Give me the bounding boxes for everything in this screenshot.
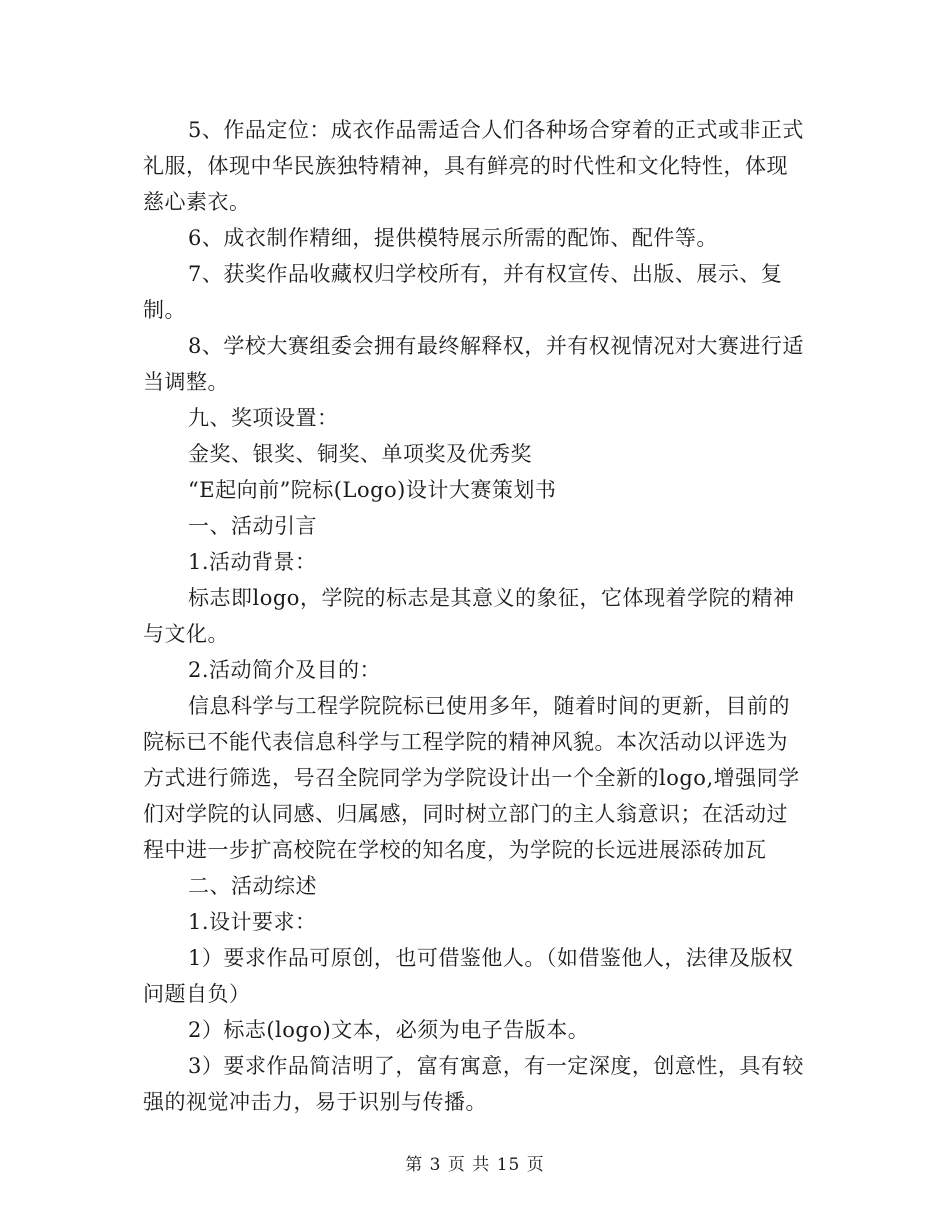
paragraph-line: 院标已不能代表信息科学与工程学院的精神风貌。本次活动以评选为: [143, 730, 788, 754]
paragraph-line: 3）要求作品简洁明了，富有寓意，有一定深度，创意性，具有较: [188, 1054, 804, 1078]
paragraph-line: 标志即logo，学院的标志是其意义的象征，它体现着学院的精神: [188, 586, 795, 610]
subsection-heading: 1.设计要求：: [188, 910, 317, 934]
paragraph-line: 金奖、银奖、铜奖、单项奖及优秀奖: [188, 442, 532, 466]
paragraph-line: 2）标志(logo)文本，必须为电子告版本。: [188, 1018, 590, 1042]
paragraph-line: 方式进行筛选，号召全院同学为学院设计出一个全新的logo,增强同学: [143, 766, 800, 790]
paragraph-line: 7、获奖作品收藏权归学校所有，并有权宣传、出版、展示、复制。: [143, 262, 783, 322]
section-heading: 一、活动引言: [188, 514, 317, 538]
paragraph-line: 程中进一步扩高校院在学校的知名度，为学院的长远进展添砖加瓦: [143, 838, 767, 862]
section-heading: 二、活动综述: [188, 874, 317, 898]
paragraph-line: 慈心素衣。: [143, 190, 251, 214]
page-number-footer: 第 3 页 共 15 页: [405, 1155, 545, 1175]
paragraph-line: 礼服，体现中华民族独特精神，具有鲜亮的时代性和文化特性，体现: [143, 154, 788, 178]
paragraph-line: 当调整。: [143, 370, 229, 394]
paragraph-line: 6、成衣制作精细，提供模特展示所需的配饰、配件等。: [188, 226, 718, 250]
paragraph-line: 与文化。: [143, 622, 229, 646]
paragraph-line: 1）要求作品可原创，也可借鉴他人。（如借鉴他人，法律及版权: [188, 946, 794, 970]
paragraph-line: 8、学校大赛组委会拥有最终解释权，并有权视情况对大赛进行适: [188, 334, 804, 358]
paragraph-line: 强的视觉冲击力，易于识别与传播。: [143, 1090, 487, 1114]
paragraph-line: 们对学院的认同感、归属感，同时树立部门的主人翁意识；在活动过: [143, 802, 788, 826]
section-heading: 九、奖项设置：: [188, 406, 339, 430]
document-title: “E起向前”院标(Logo)设计大赛策划书: [188, 478, 557, 502]
document-body: [143, 112, 823, 1120]
paragraph-line: 信息科学与工程学院院标已使用多年，随着时间的更新，目前的: [188, 694, 790, 718]
paragraph-line: 问题自负）: [143, 982, 251, 1006]
subsection-heading: 2.活动简介及目的：: [188, 658, 382, 682]
paragraph-line: 5、作品定位：成衣作品需适合人们各种场合穿着的正式或非正式: [188, 118, 804, 142]
subsection-heading: 1.活动背景：: [188, 550, 317, 574]
